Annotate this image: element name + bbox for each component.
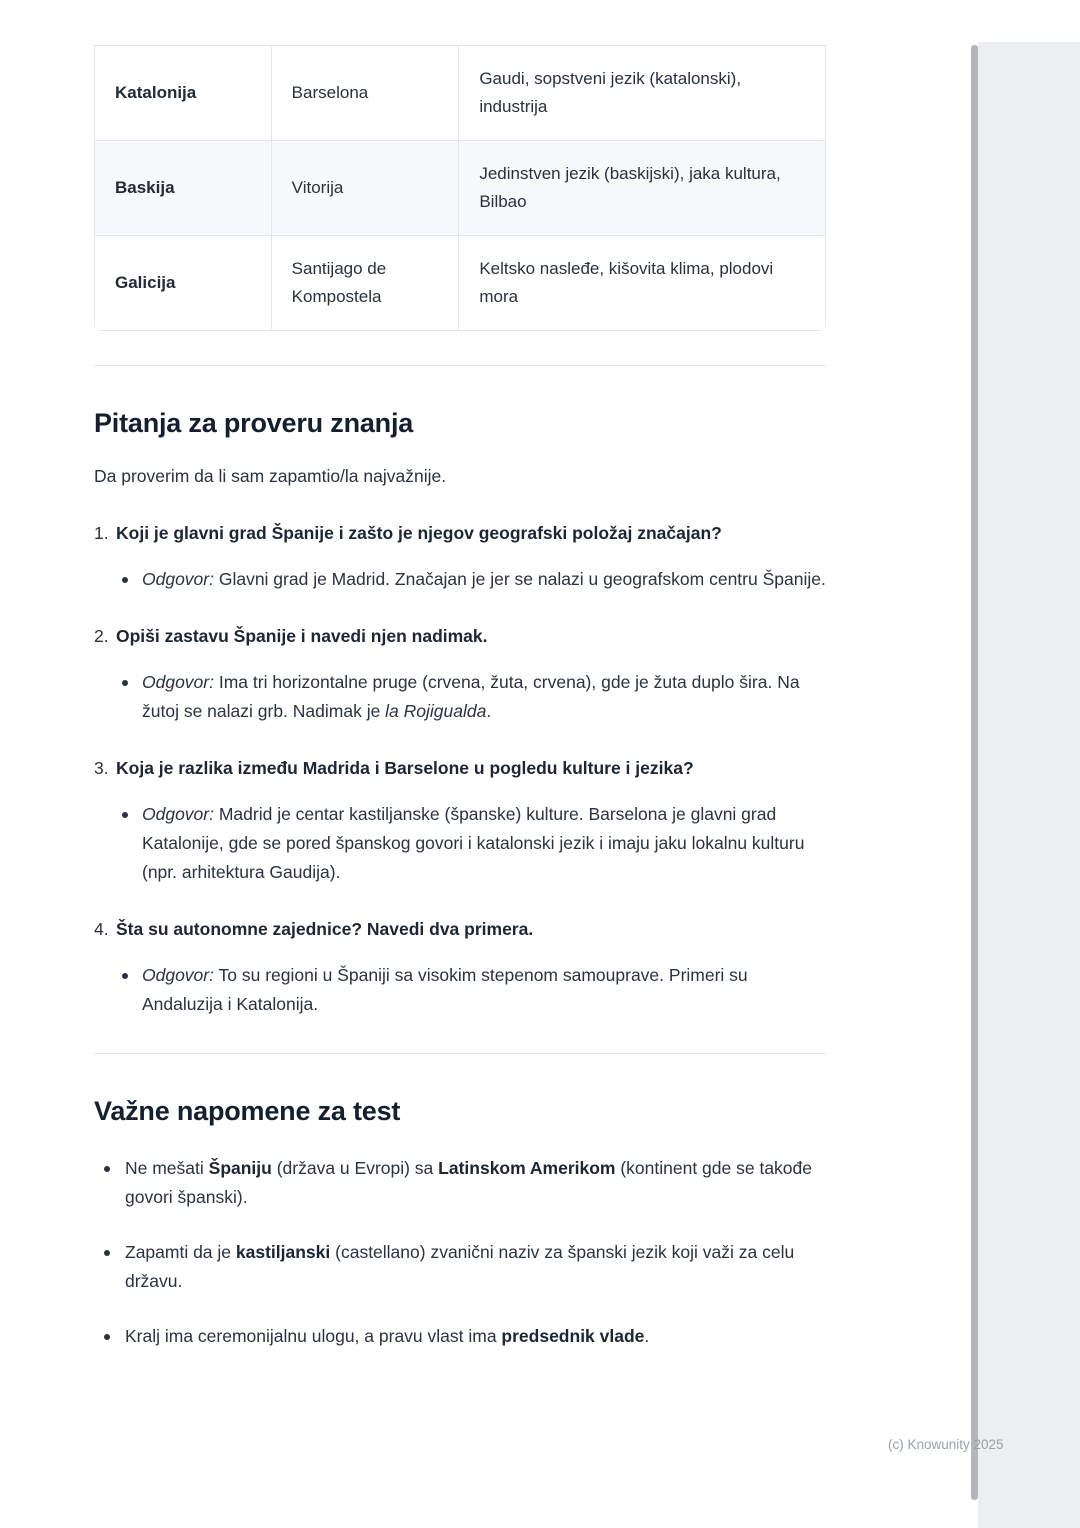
region-features-cell: Gaudi, sopstveni jezik (katalonski), industrija: [458, 46, 825, 140]
page-gutter: [978, 42, 1080, 1528]
note-pre: Ne mešati: [125, 1158, 209, 1178]
list-number: 1.: [94, 523, 109, 543]
bullet-icon: [122, 577, 128, 583]
answer-body: Glavni grad je Madrid. Značajan je jer se nalazi u geografskom centru Španije.: [213, 569, 826, 589]
region-city-cell: Santijago de Kompostela: [271, 235, 459, 330]
watermark-text: (c) Knowunity 2025: [888, 1437, 1004, 1452]
notes-list: [94, 1154, 826, 1351]
answer-body: To su regioni u Španiji sa visokim stepenom samouprave. Primeri su Andaluzija i Katalonija.: [142, 965, 748, 1014]
question-text: Opiši zastavu Španije i navedi njen nadimak.: [116, 626, 488, 646]
bullet-icon: [104, 1166, 110, 1172]
list-number: 3.: [94, 758, 109, 778]
answer-item: [116, 565, 826, 594]
region-name-cell: Katalonija: [115, 83, 197, 102]
answer-label: Odgovor:: [142, 965, 214, 985]
note-text: [125, 1238, 826, 1296]
note-pre: Zapamti da je: [125, 1242, 236, 1262]
note-item: [94, 1154, 826, 1212]
region-city-cell: Barselona: [271, 46, 459, 140]
list-number: 2.: [94, 626, 109, 646]
answer-text: [142, 668, 826, 726]
note-post: .: [644, 1326, 650, 1346]
table-row: [95, 46, 825, 140]
list-number: 4.: [94, 919, 109, 939]
question-text: Koja je razlika između Madrida i Barselone u pogledu kulture i jezika?: [116, 758, 694, 778]
document-page: [94, 45, 826, 1351]
section-divider: [94, 365, 826, 366]
answer-text: [142, 961, 826, 1019]
region-name-cell: Baskija: [95, 140, 271, 235]
note-text: [125, 1322, 649, 1351]
table-row: [95, 235, 825, 330]
answer-label: Odgovor:: [142, 804, 214, 824]
scrollbar-thumb[interactable]: [971, 45, 978, 1500]
region-name-cell: Galicija: [95, 235, 271, 330]
answer-body: Ima tri horizontalne pruge (crvena, žuta, crvena), gde je žuta duplo šira. Na žutoj se nalazi grb. Nadimak je: [142, 672, 800, 721]
quiz-item: [94, 622, 826, 726]
answer-label: Odgovor:: [142, 569, 214, 589]
table-row: [95, 140, 825, 235]
quiz-intro: Da proverim da li sam zapamtio/la najvažnije.: [94, 466, 447, 486]
note-bold: Latinskom Amerikom: [438, 1158, 616, 1178]
note-bold: predsednik vlade: [501, 1326, 645, 1346]
regions-table: [94, 45, 826, 331]
answer-body-post: .: [486, 701, 492, 721]
note-text: [125, 1154, 826, 1212]
bullet-icon: [122, 680, 128, 686]
note-post: (kontinent gde se takođe govori španski).: [125, 1158, 813, 1207]
question-text: Koji je glavni grad Španije i zašto je njegov geografski položaj značajan?: [116, 523, 722, 543]
note-post: (castellano) zvanični naziv za španski jezik koji važi za celu državu.: [125, 1242, 795, 1291]
bullet-icon: [104, 1250, 110, 1256]
bullet-icon: [122, 973, 128, 979]
answer-label: Odgovor:: [142, 672, 214, 692]
bullet-icon: [122, 812, 128, 818]
answer-text: [142, 565, 826, 594]
note-bold: kastiljanski: [235, 1242, 331, 1262]
quiz-list: [94, 519, 826, 1019]
note-item: [94, 1238, 826, 1296]
answer-item: [116, 800, 826, 887]
answer-body: Madrid je centar kastiljanske (španske) kulture. Barselona je glavni grad Katalonije, gde se pored španskog govori i katalonski jezik i imaju jaku lokalnu kulturu (npr. arhitektura Gaudija).: [142, 804, 805, 882]
region-city-cell: Vitorija: [271, 140, 459, 235]
quiz-section-title: Pitanja za proveru znanja: [94, 408, 414, 438]
answer-item: [116, 961, 826, 1019]
bullet-icon: [104, 1334, 110, 1340]
region-features-cell: Jedinstven jezik (baskijski), jaka kultura, Bilbao: [458, 140, 825, 235]
notes-section-title: Važne napomene za test: [94, 1096, 401, 1126]
quiz-item: [94, 519, 826, 594]
note-item: [94, 1322, 826, 1351]
quiz-item: [94, 915, 826, 1019]
quiz-item: [94, 754, 826, 887]
note-bold: Španiju: [208, 1158, 272, 1178]
note-mid: (država u Evropi) sa: [271, 1158, 439, 1178]
answer-italic: la Rojigualda: [385, 701, 487, 721]
region-features-cell: Keltsko nasleđe, kišovita klima, plodovi mora: [458, 235, 825, 330]
note-pre: Kralj ima ceremonijalnu ulogu, a pravu vlast ima: [125, 1326, 502, 1346]
answer-item: [116, 668, 826, 726]
section-divider: [94, 1053, 826, 1054]
question-text: Šta su autonomne zajednice? Navedi dva primera.: [116, 919, 534, 939]
answer-text: [142, 800, 826, 887]
